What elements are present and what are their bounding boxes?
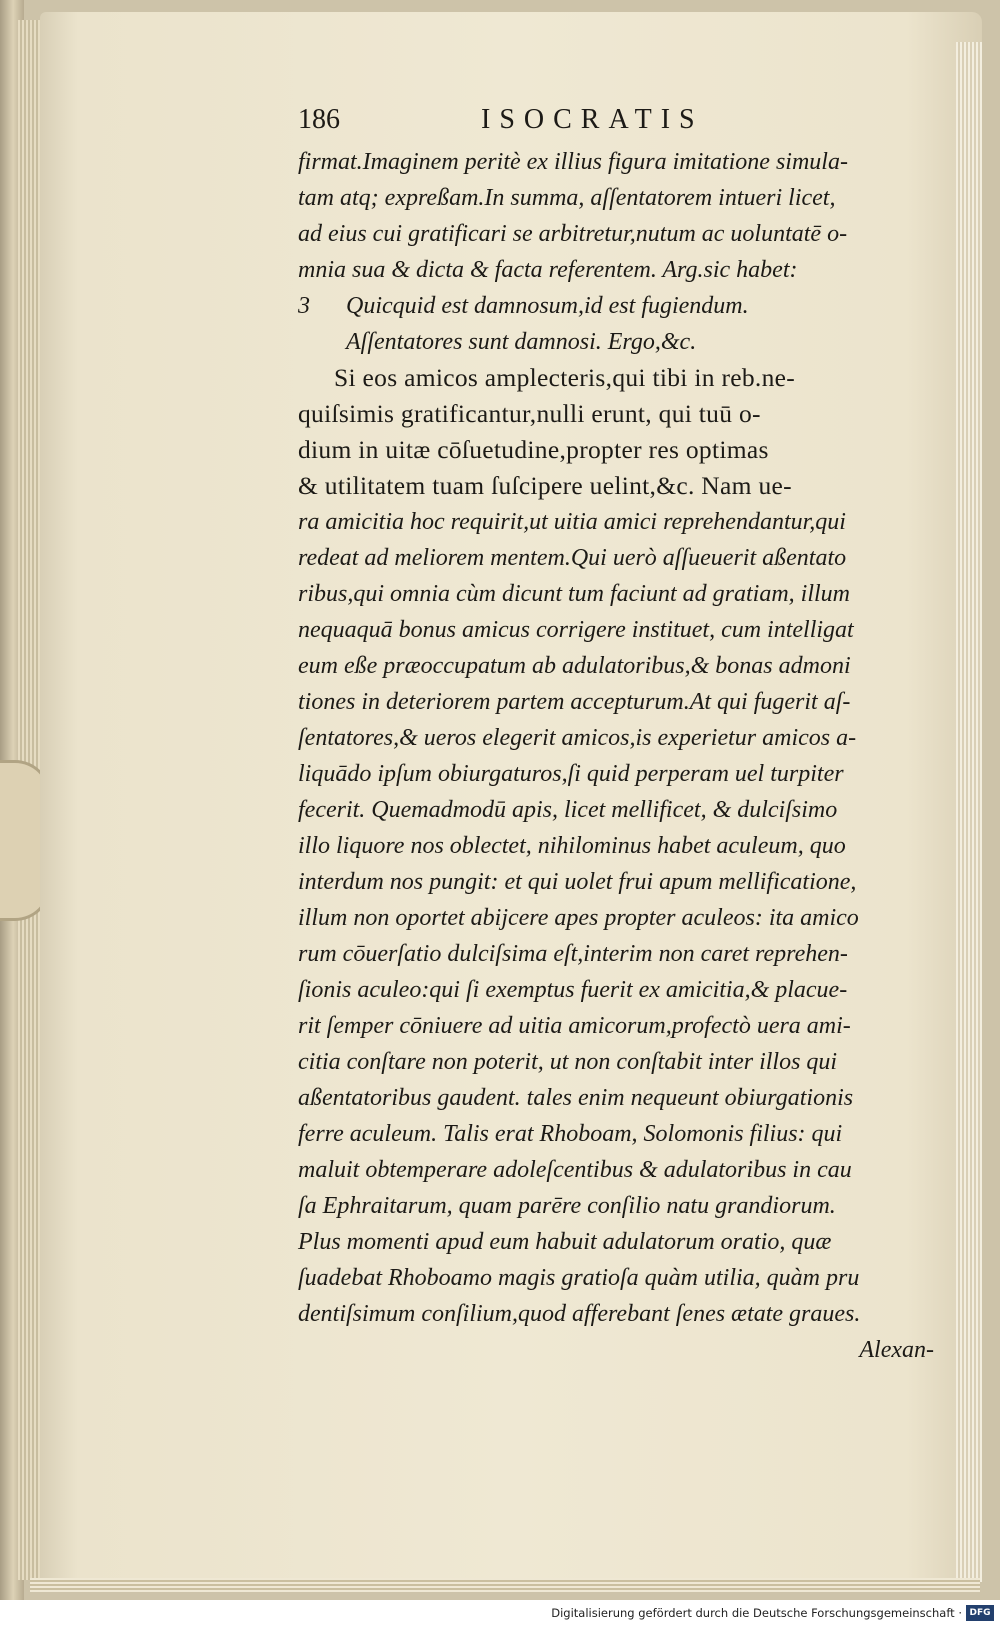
- text-line: [298, 576, 938, 612]
- text-line: [298, 288, 938, 324]
- text-line: [298, 1260, 938, 1296]
- text-lines: [298, 144, 938, 1332]
- line-text: Aſſentatores sunt damnosi. Ergo,&c.: [346, 329, 697, 355]
- text-line: [298, 972, 938, 1008]
- text-line: [298, 720, 938, 756]
- line-text: ribus,qui omnia cùm dicunt tum faciunt ad gratiam, illum: [298, 581, 850, 607]
- text-line: [298, 144, 938, 180]
- dfg-logo: DFG: [966, 1605, 994, 1621]
- right-page-edges: [956, 42, 982, 1582]
- text-line: [298, 1116, 938, 1152]
- text-line: [298, 1044, 938, 1080]
- line-text: & utilitatem tuam ſuſcipere uelint,&c. Nam ue-: [298, 471, 792, 500]
- page-header: [298, 102, 938, 144]
- line-text: rum cōuerſatio dulciſsima eſt,interim non caret reprehen-: [298, 941, 848, 967]
- funding-credit: Digitalisierung gefördert durch die Deutsche Forschungsgemeinschaft ·: [551, 1606, 962, 1620]
- line-text: nequaquā bonus amicus corrigere instituet, cum intelligat: [298, 617, 854, 643]
- running-head: ISOCRATIS: [481, 104, 704, 135]
- text-line: [298, 1224, 938, 1260]
- line-text: firmat.Imaginem peritè ex illius figura imitatione simula-: [298, 149, 848, 175]
- text-line: [298, 396, 938, 432]
- line-text: tiones in deteriorem partem accepturum.At qui fugerit aſ-: [298, 689, 851, 715]
- text-line: [298, 792, 938, 828]
- line-text: ra amicitia hoc requirit,ut uitia amici reprehendantur,qui: [298, 509, 846, 535]
- text-line: [298, 828, 938, 864]
- footer-bar: [0, 1601, 1000, 1628]
- line-text: dium in uitæ cōſuetudine,propter res optimas: [298, 435, 769, 464]
- catchword: Alexan-: [859, 1337, 934, 1363]
- text-line: [298, 900, 938, 936]
- argument-number: 3: [298, 293, 310, 319]
- text-line: [298, 684, 938, 720]
- text-line: [298, 648, 938, 684]
- text-line: [298, 432, 938, 468]
- line-text: ſuadebat Rhoboamo magis gratioſa quàm utilia, quàm pru: [298, 1265, 860, 1291]
- line-text: ad eius cui gratificari se arbitretur,nutum ac uoluntatē o-: [298, 221, 848, 247]
- text-line: [298, 468, 938, 504]
- line-text: illo liquore nos oblectet, nihilominus habet aculeum, quo: [298, 833, 846, 859]
- line-text: citia conſtare non poterit, ut non conſtabit inter illos qui: [298, 1049, 838, 1075]
- line-text: ferre aculeum. Talis erat Rhoboam, Solomonis filius: qui: [298, 1121, 843, 1147]
- text-line: [298, 756, 938, 792]
- line-text: ſa Ephraitarum, quam parēre conſilio natu grandiorum.: [298, 1193, 836, 1219]
- line-text: rit ſemper cōniuere ad uitia amicorum,profectò uera ami-: [298, 1013, 851, 1039]
- line-text: ſentatores,& ueros elegerit amicos,is experietur amicos a-: [298, 725, 857, 751]
- line-text: mnia sua & dicta & facta referentem. Arg.sic habet:: [298, 257, 798, 283]
- text-line: [298, 540, 938, 576]
- line-text: illum non oportet abijcere apes propter aculeos: ita amico: [298, 905, 859, 931]
- text-line: [298, 1296, 938, 1332]
- page-number: 186: [298, 104, 340, 135]
- text-line: [298, 1080, 938, 1116]
- text-line: [298, 936, 938, 972]
- text-line: [298, 252, 938, 288]
- text-line: [298, 324, 938, 360]
- text-line: [298, 504, 938, 540]
- line-text: Plus momenti apud eum habuit adulatorum oratio, quæ: [298, 1229, 832, 1255]
- text-line: [298, 864, 938, 900]
- line-text: Si eos amicos amplecteris,qui tibi in reb.ne-: [334, 363, 796, 392]
- text-line: [298, 180, 938, 216]
- line-text: interdum nos pungit: et qui uolet frui apum mellificatione,: [298, 869, 857, 895]
- line-text: tam atq; expreßam.In summa, aſſentatorem intueri licet,: [298, 185, 836, 211]
- text-line: [298, 216, 938, 252]
- text-line: [298, 612, 938, 648]
- line-text: ſionis aculeo:qui ſi exemptus fuerit ex amicitia,& placue-: [298, 977, 848, 1003]
- text-line: [298, 1008, 938, 1044]
- text-line: [298, 1188, 938, 1224]
- line-text: quiſsimis gratificantur,nulli erunt, qui tuū o-: [298, 399, 761, 428]
- text-line: [298, 360, 938, 396]
- line-text: fecerit. Quemadmodū apis, licet mellificet, & dulciſsimo: [298, 797, 838, 823]
- text-line: [298, 1152, 938, 1188]
- line-text: maluit obtemperare adoleſcentibus & adulatoribus in cau: [298, 1157, 852, 1183]
- line-text: redeat ad meliorem mentem.Qui uerò aſſueuerit aßentato: [298, 545, 847, 571]
- line-text: Quicquid est damnosum,id est fugiendum.: [346, 293, 749, 319]
- line-text: eum eße præoccupatum ab adulatoribus,& bonas admoni: [298, 653, 851, 679]
- line-text: aßentatoribus gaudent. tales enim nequeunt obiurgationis: [298, 1085, 854, 1111]
- line-text: liquādo ipſum obiurgaturos,ſi quid perperam uel turpiter: [298, 761, 844, 787]
- bottom-page-edges: [30, 1578, 980, 1592]
- line-text: dentiſsimum conſilium,quod afferebant ſenes ætate graues.: [298, 1301, 861, 1327]
- page-text-block: [298, 102, 938, 1368]
